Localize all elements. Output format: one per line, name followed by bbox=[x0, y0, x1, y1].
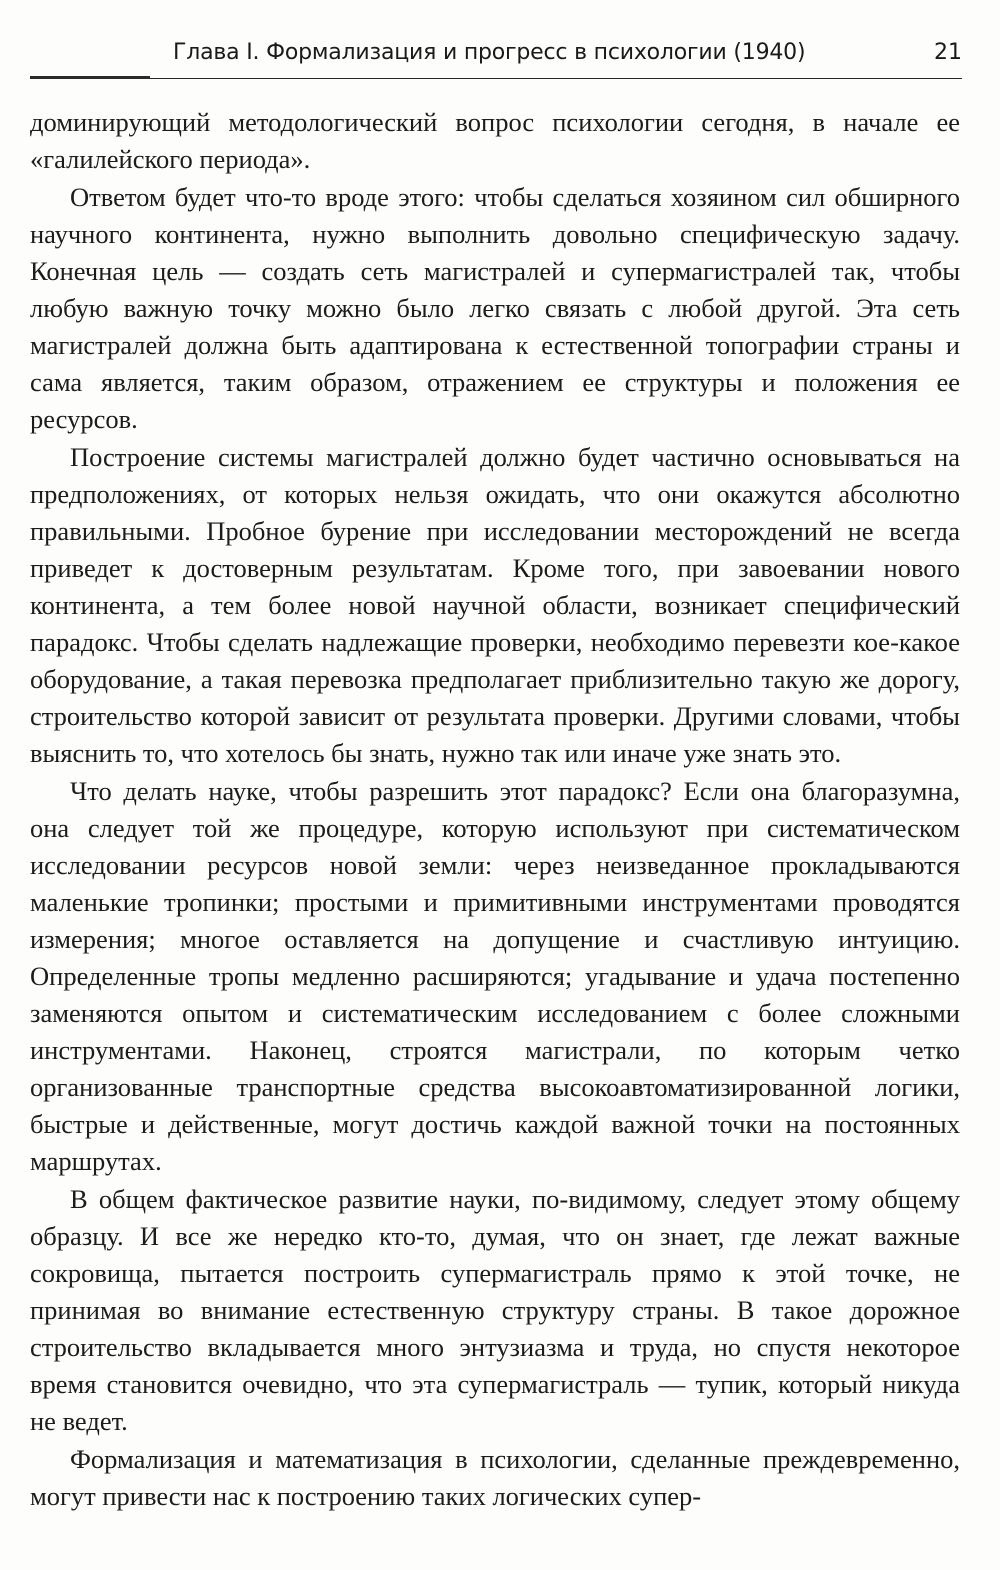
paragraph: В общем фактическое развитие науки, по-видимому, следует этому общему образцу. И все же нередко кто-то, думая, что он знает, где лежат важные сокровища, пытается построить супермагистраль прямо к этой точке, не принимая во внимание естественную структуру страны. В такое дорожное строительство вкладывается много энтузиазма и труда, но спустя некоторое время становится очевидно, что эта супермагистраль — тупик, который никуда не ведет. bbox=[30, 1184, 960, 1436]
paragraph-continuation: доминирующий методологический вопрос психологии сегодня, в начале ее «галилейского периода». bbox=[30, 107, 960, 174]
body-text bbox=[30, 104, 960, 1516]
chapter-title: Глава I. Формализация и прогресс в психологии (1940) bbox=[173, 40, 806, 65]
page-number: 21 bbox=[934, 40, 962, 65]
running-head bbox=[30, 40, 962, 80]
paragraph: Построение системы магистралей должно будет частично основываться на предположениях, от которых нельзя ожидать, что они окажутся абсолютно правильными. Пробное бурение при исследовании месторождений не всегда приведет к достоверным результатам. Кроме того, при завоевании нового континента, а тем более новой научной области, возникает специфический парадокс. Чтобы сделать надлежащие проверки, необходимо перевезти кое-какое оборудование, а такая перевозка предполагает приблизительно такую же дорогу, строительство которой зависит от результата проверки. Другими словами, чтобы выяснить то, что хотелось бы знать, нужно так или иначе уже знать это. bbox=[30, 442, 960, 768]
paragraph: Ответом будет что-то вроде этого: чтобы сделаться хозяином сил обширного научного континента, нужно выполнить довольно специфическую задачу. Конечная цель — создать сеть магистралей и супермагистралей так, чтобы любую важную точку можно было легко связать с любой другой. Эта сеть магистралей должна быть адаптирована к естественной топографии страны и сама является, таким образом, отражением ее структуры и положения ее ресурсов. bbox=[30, 182, 960, 434]
paragraph: Формализация и математизация в психологии, сделанные преждевременно, могут привести нас к построению таких логических супер- bbox=[30, 1444, 960, 1511]
paragraph: Что делать науке, чтобы разрешить этот парадокс? Если она благоразумна, она следует той же процедуре, которую используют при систематическом исследовании ресурсов новой земли: через неизведанное прокладываются маленькие тропинки; простыми и примитивными инструментами проводятся измерения; многое оставляется на допущение и счастливую интуицию. Определенные тропы медленно расширяются; угадывание и удача постепенно заменяются опытом и систематическим исследованием с более сложными инструментами. Наконец, строятся магистрали, по которым четко организованные транспортные средства высокоавтоматизированной логики, быстрые и действенные, могут достичь каждой важной точки на постоянных маршрутах. bbox=[30, 776, 960, 1176]
header-rule bbox=[30, 78, 962, 79]
